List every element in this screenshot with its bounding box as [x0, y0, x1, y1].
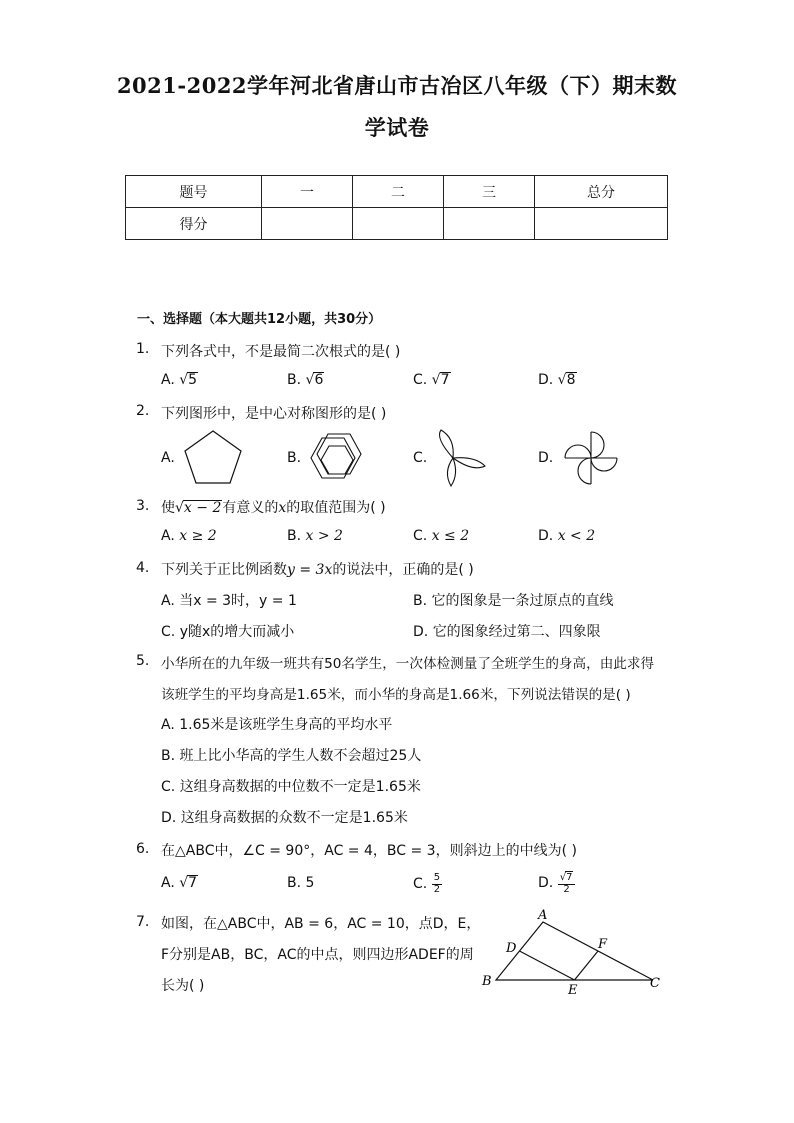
- question-stem-line: 长为( ): [161, 978, 205, 994]
- option-label: A.: [161, 450, 175, 466]
- option-label: A.: [161, 593, 175, 609]
- radicand: 6: [314, 372, 324, 388]
- question-stem-line: 该班学生的平均身高是1.65米，而小华的身高是1.66米，下列说法错误的是( ): [161, 687, 631, 703]
- stem-text: 的说法中，正确的是( ): [332, 562, 474, 578]
- score-table-header-row: [126, 176, 668, 208]
- exam-title-line1: 2021-2022学年河北省唐山市古冶区八年级（下）期末数: [116, 73, 678, 98]
- option-label: B.: [287, 528, 302, 544]
- option-text: 这组身高数据的中位数不一定是1.65米: [179, 779, 421, 795]
- option-label: C.: [413, 528, 428, 544]
- option-expr: x > 2: [305, 528, 343, 544]
- score-cell: [444, 208, 535, 240]
- score-cell: [353, 208, 444, 240]
- score-header-cell: 三: [444, 176, 535, 208]
- option-label: D.: [538, 372, 554, 388]
- question-number: 6.: [136, 841, 150, 857]
- option-a: [161, 528, 217, 544]
- fraction-numerator: √7: [558, 871, 576, 885]
- fraction-numerator: 5: [433, 872, 441, 883]
- radicand: 7: [440, 372, 450, 388]
- midpoint-label-d: D: [506, 941, 517, 956]
- option-label: C.: [161, 779, 176, 795]
- question-stem-line: 如图，在△ABC中，AB = 6，AC = 10，点D，E，: [161, 916, 481, 932]
- option-d: [538, 871, 575, 895]
- option-b: [161, 745, 421, 765]
- option-b: B. √6: [287, 372, 324, 388]
- option-d: [161, 807, 408, 827]
- option-label: A.: [161, 717, 175, 733]
- vertex-label-c: C: [650, 976, 660, 991]
- question-stem: [161, 559, 474, 579]
- option-label: B.: [161, 748, 176, 764]
- option-label: B.: [287, 372, 302, 388]
- stem-text: 的取值范围为( ): [286, 500, 386, 516]
- score-header-cell: 二: [353, 176, 444, 208]
- option-label: D.: [538, 450, 554, 466]
- option-a: A. √5: [161, 372, 198, 388]
- radicand: x − 2: [183, 500, 222, 516]
- option-label: B.: [287, 450, 302, 466]
- exam-title-line2: 学试卷: [364, 115, 430, 140]
- option-label: D.: [413, 624, 429, 640]
- vertex-label-a: A: [538, 908, 548, 923]
- score-cell: [535, 208, 668, 240]
- option-label: D.: [538, 875, 554, 891]
- stem-text: 使: [161, 500, 175, 516]
- score-table: [125, 175, 668, 240]
- question-number: 5.: [136, 653, 150, 669]
- score-header-cell: 一: [262, 176, 353, 208]
- question-stem-line: 小华所在的九年级一班共有50名学生，一次体检测量了全班学生的身高，由此求得: [161, 656, 655, 672]
- option-text: 这组身高数据的众数不一定是1.65米: [180, 810, 408, 826]
- question-stem: 使√x − 2有意义的x的取值范围为( ): [161, 500, 386, 516]
- option-text: 1.65米是该班学生身高的平均水平: [179, 717, 393, 733]
- fraction: [432, 873, 442, 895]
- option-b: [287, 875, 314, 891]
- stem-text: 有意义的: [222, 500, 279, 516]
- option-label: A.: [161, 528, 175, 544]
- option-label: D.: [538, 528, 554, 544]
- option-c: [161, 776, 421, 796]
- question-stem: 在△ABC中，∠C = 90°，AC = 4，BC = 3，则斜边上的中线为( ): [161, 843, 577, 859]
- option-label: D.: [161, 810, 177, 826]
- stem-text: 下列关于正比例函数: [161, 562, 287, 578]
- question-number: 3.: [136, 498, 150, 514]
- question-number: 2.: [136, 403, 150, 419]
- option-text: 当x = 3时，y = 1: [179, 593, 297, 609]
- option-label: C.: [161, 624, 176, 640]
- option-label: A.: [161, 875, 175, 891]
- pinwheel-figure: [560, 428, 622, 488]
- score-header-cell: 题号: [126, 176, 262, 208]
- option-expr: x ≤ 2: [431, 528, 470, 544]
- score-row-label: 得分: [126, 208, 262, 240]
- fraction: [558, 871, 576, 895]
- option-expr: x < 2: [557, 528, 596, 544]
- question-number: 7.: [136, 914, 150, 930]
- option-text: 5: [305, 875, 315, 891]
- fraction-denominator: 2: [563, 883, 570, 895]
- segment-de: [520, 951, 575, 980]
- fraction-denominator: 2: [433, 883, 441, 895]
- option-d: [413, 621, 601, 641]
- variable: x: [278, 500, 287, 516]
- triangle-midpoint-figure: [478, 908, 668, 1000]
- option-c: C. √7: [413, 372, 450, 388]
- radicand: 7: [566, 872, 573, 883]
- score-table-row: [126, 208, 668, 240]
- option-c: [161, 621, 294, 641]
- vertex-label-b: B: [482, 974, 492, 989]
- option-label: A.: [161, 372, 175, 388]
- option-text: y随x的增大而减小: [179, 624, 295, 640]
- midpoint-label-e: E: [568, 983, 578, 998]
- question-number: 1.: [136, 341, 150, 357]
- option-label: B.: [287, 875, 302, 891]
- option-d: D. √8: [538, 372, 576, 388]
- option-label: C.: [413, 450, 428, 466]
- score-header-cell: 总分: [535, 176, 668, 208]
- interlocking-hexagons-figure: [305, 428, 367, 486]
- option-label: B.: [413, 593, 428, 609]
- option-text: 它的图象是一条过原点的直线: [431, 593, 614, 609]
- option-a: A. √7: [161, 875, 198, 891]
- option-text: 它的图象经过第二、四象限: [432, 624, 601, 640]
- radicand: 7: [188, 875, 198, 891]
- pentagon-figure: [182, 428, 246, 486]
- score-cell: [262, 208, 353, 240]
- question-stem-line: F分别是AB，BC，AC的中点，则四边形ADEF的周: [161, 947, 474, 963]
- three-blade-figure: [433, 428, 491, 488]
- midpoint-label-f: F: [598, 937, 608, 952]
- option-b: [287, 528, 343, 544]
- radicand: 8: [566, 372, 576, 388]
- question-stem: 下列各式中，不是最简二次根式的是( ): [161, 344, 401, 360]
- option-c: [413, 873, 442, 895]
- option-a: [161, 590, 297, 610]
- option-a: [161, 714, 392, 734]
- segment-ef: [575, 951, 599, 980]
- option-d: [538, 528, 595, 544]
- option-b: [413, 590, 614, 610]
- radicand: 5: [188, 372, 198, 388]
- function-expr: y = 3x: [287, 562, 333, 578]
- question-stem: 下列图形中，是中心对称图形的是( ): [161, 406, 387, 422]
- option-label: C.: [413, 876, 428, 892]
- section-heading: 一、选择题（本大题共12小题，共30分）: [137, 312, 382, 327]
- option-c: [413, 528, 469, 544]
- option-label: C.: [413, 372, 428, 388]
- option-text: 班上比小华高的学生人数不会超过25人: [179, 748, 422, 764]
- option-expr: x ≥ 2: [179, 528, 217, 544]
- question-number: 4.: [136, 560, 150, 576]
